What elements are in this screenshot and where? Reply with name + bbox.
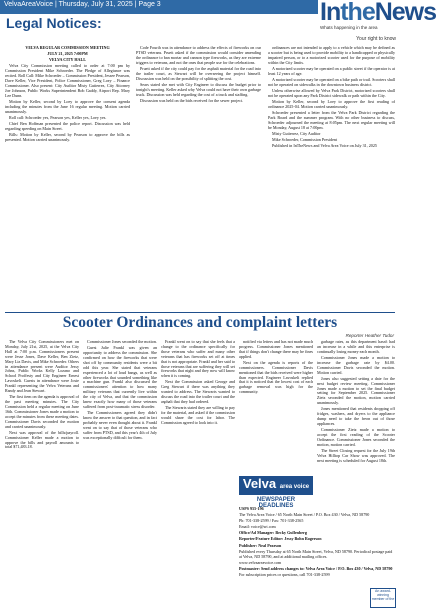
story-column-1 xyxy=(5,340,79,608)
legal-paragraph: Velva City Commission meeting called to order at 7:00 pm by Commission President Mike Schroeder. The Pledge of Allegiance was recited. Roll Call: Mike Schroeder – Commission President, Jessee Pearson, Dave Keller, Vice President, Police Commissioner, Greg Loey – Finance Commissioner. Also present: City Auditor Misty Gutierrez, City Attorney Joe Johnson, Public Works Superintendent Bob Gaddy, Airport Rep. Mary Lee Dunn. xyxy=(5,63,130,98)
story-paragraph: Commissioner Zietz made a motion to accept the first reading of the Scooter Ordinance. Commissioner Jones seconded the motion, motion carried. xyxy=(317,427,395,447)
logo-area-voice: area voice xyxy=(279,484,310,490)
publication-statement: Published every Thursday at 65 North Main Street, Velva, ND 58790. Periodical postage paid at Velva, ND 58790, and at additional mailing offices. xyxy=(239,548,393,559)
deadline-ad-title: NEWSPAPER DEADLINES xyxy=(256,497,296,509)
legal-publication-note: Published in InTheNews and Velva Area Voice on July 31, 2025 xyxy=(272,142,377,148)
office-phone: Ph: 701-338-2599 / Fax: 701-338-2565 xyxy=(239,518,304,524)
legal-paragraph: Unless otherwise allowed by Velva Park District, motorized scooters shall not be operated upon any Park District sidewalk or path within the City. xyxy=(268,87,395,98)
logo-the: the xyxy=(340,0,375,26)
story-paragraph: The Velva City Commissioners met on Monday, July 21st, 2025, at the Velva City Hall at 7:00 p.m. Commissioners present were Jesse Jones, Dave Keller, Ben Zietz, Mary Liz Davis, and Mike Schroeder. Others in attendance present were Auditor Jessy Johns, Public Works Kelly Lozano and School Proffesty and City Engineer Ernest Lavoskeli. Guests in attendance were Josie Frankl representing the Velva Veterans and Randy and Jean Stewart. xyxy=(5,339,79,394)
story-paragraph: Next the Commission asked George and Greg Stewart if there was anything they wanted to address. The Stewarts wanted to discuss the road into the trailer court and the asphalt that they had ordered. xyxy=(161,379,235,405)
story-paragraph: Jones also suggested setting a date for the next budget review meeting. Commissioner Jones made a motion to set the final budget setting for September 2025. Commissioner Zietz seconded the motion, motion carried unanimously. xyxy=(317,375,395,406)
header-issue-info: VelvaAreaVoice | Thursday, July 31, 2025 | Page 3 xyxy=(4,1,161,8)
story-paragraph: The Stewarts stated they are willing to pay for the material, and asked if the commission would share the cost for labor. The Commission agreed to look into it. xyxy=(161,405,235,425)
legal-signature: Mike Schroeder, Commission President xyxy=(272,136,338,142)
story-column-2 xyxy=(83,340,157,608)
story-paragraph: The Street Closing request for the July 19th Velva Hilltop Car Show was approved. The next meeting is scheduled for August 18th. xyxy=(317,447,395,463)
story-paragraph: The first item on the agenda is approval of the past meeting minutes. The City Commission held a regular meeting on June 16th. Commissioner Jones made a motion to accept the minutes from these meeting dates. Commissioner Davis seconded the motion and carried unanimously. xyxy=(5,394,79,429)
publisher: Publisher: Neal Pearson xyxy=(239,542,282,548)
office-email: Email: voice@srt.com xyxy=(239,524,276,530)
office-address: The Velva Area Voice / 65 North Main Street / P.O. Box 430 / Velva, ND 58790 xyxy=(239,512,370,518)
story-paragraph: Next on the agenda is reports of the commissioners. Commissioner Davis mentioned that the bids received were higher than expected. Engineer Lavoskeli replied that it is noticed that the lowest cost of each garbage removal was high for the community. xyxy=(239,359,313,395)
postmaster-note: Postmaster: Send address changes to: Velva Area Voice / P.O. Box 430 / Velva, ND 58790 xyxy=(239,565,393,571)
legal-paragraph: Sears stated she met with City Engineer to discuss the budget prior to tonight's meeting. Keller asked why Velva could not have their own garbage truck. Discussion was held regarding the cost of a truck and staffing. xyxy=(136,81,261,97)
office-manager: Office/Ad Manager: Becky Gullenberg xyxy=(239,530,307,536)
association-badge: An award-winning member of the xyxy=(370,588,396,608)
velva-area-voice-logo xyxy=(239,476,313,495)
legal-signature: Misty Gutierrez, City Auditor xyxy=(272,130,321,136)
legal-paragraph: Motion by Keller, second by Loey to approve the first reading of ordinance 2025-04. Motion carried unanimously. xyxy=(268,98,395,109)
story-paragraph: Jones mentioned that residents dropping off fridges, washers, and dryers to the appliance dump need to take the freon out of those appliances. xyxy=(317,406,395,427)
story-column-3 xyxy=(161,340,235,608)
section-guide: Your right to know xyxy=(356,36,396,42)
subscription-note: For subscription prices or questions, call 701-338-2599 xyxy=(239,571,330,577)
legal-paragraph: Motion by Keller, second by Loey to approve the consent agenda including the minutes from the June 16 regular meeting. Motion carried unanimously. xyxy=(5,98,130,114)
story-paragraph: The Commissioners agreed they didn't know the answer to that question, and in fact probably never even thought about it. Frankl went on to say that of those veterans who suffer from PTSD, and this year's 4th of July was exceptionally difficult for them. xyxy=(83,410,157,440)
story-byline: Reporter Heather Tudor xyxy=(345,333,394,338)
legal-column-1 xyxy=(5,46,130,308)
story-paragraph: Guest Julie Frankl was given an opportunity to address the commission. She confirmed on how the fireworks that were shot off by community residents were a bit odd this year. She stated that veterans experienced a lot of loud bangs, as well as other fireworks that sounded something like a machine gun. Frankl also discussed the commissioners' attention to how many military veterans that currently live within the city of Velva, and that the commission knew exactly how many of those veterans suffered from post-traumatic stress disorder. xyxy=(83,345,157,409)
legal-paragraph: ordinances are not intended to apply to a vehicle which may be defined as a scooter but is being used to provide mobility to a handicapped or physically impaired person, or to a motorized scooter used for the purpose of mobility within the City limits. xyxy=(268,45,395,65)
logo-velva: Velva xyxy=(242,476,277,491)
legal-heading-3: VELVA CITY HALL xyxy=(49,57,86,63)
legal-paragraph: Schroeder presented a letter from the Velva Park District regarding the Park Board and the summer program. With no other business to discuss, Schroeder adjourned the meeting at 8:05pm. The next regular meeting will be Monday, August 18 at 7:00pm. xyxy=(268,109,395,130)
story-paragraph: garbage rates, as this department hasn't had an increase in a while and this enterprise is continually losing money each month. xyxy=(317,339,395,354)
tagline: Whats happening in the area xyxy=(320,25,378,30)
legal-paragraph: A motorized scooter may be operated on a public street if the operator is at least 12 years of age. xyxy=(268,65,395,76)
story-column-4 xyxy=(239,340,313,470)
section-divider xyxy=(5,312,395,313)
logo-in: In xyxy=(320,0,341,26)
usps-number: USPS 955-196 xyxy=(239,506,264,511)
legal-paragraph: Chief Ben Hoffman presented the police report. Discussion was held regarding speeding on Main Street. xyxy=(5,120,130,131)
logo-news: News xyxy=(374,0,436,26)
story-paragraph: Frankl went on to say that she feels that a change to the ordinance specifically for those veterans who suffer and many other veterans that has fireworks set off at times that is not appropriate. Frankl and her said to those veterans that are suffering they will set fireworks that night and they now will know when it is coming. xyxy=(161,339,235,379)
website-link[interactable]: www.velvaareavoice.com xyxy=(239,559,282,565)
story-headline: Scooter Ordinances and complaint letters xyxy=(62,314,338,331)
legal-column-3 xyxy=(268,46,395,308)
legal-paragraph: Pruett asked if the city could pay for the asphalt material for the road into the trailer court, as Stewart will be overseeing the project himself. Discussion was held on the possibility of splitting the cost. xyxy=(136,65,261,81)
story-paragraph: Commissioner Jones made a motion to increase the garbage rate by $4.00. Commissioner Davis seconded the motion. Motion carried. xyxy=(317,354,395,375)
legal-paragraph: Bills: Motion by Keller, second by Pearson to approve the bills as presented. Motion carried unanimously. xyxy=(5,131,130,142)
legal-paragraph: Roll call: Schroeder yes, Pearson yes, Keller yes, Loey yes. xyxy=(9,114,107,120)
legal-column-2 xyxy=(136,46,261,308)
legal-paragraph: Discussion was held on the bids received for the sewer project. xyxy=(140,97,244,103)
reporter-editor: Reporter/Feature Editor: Jessy Bohn Rogerson xyxy=(239,536,322,542)
legal-notices-title: Legal Notices: xyxy=(6,15,102,31)
legal-heading-2: JULY 21, 2025 7:00PM xyxy=(47,51,88,57)
legal-paragraph: Code Fourth was in attendance to address the effects of fireworks on our PTSD veterans. Pruett asked if the commission would consider amending the ordinance to ban mortar and cannon type fireworks, as they are extreme triggers to veterans, and not the ones that people use for the celebrations. xyxy=(136,45,261,65)
story-paragraph: notified via letters and has not made much progress. Commissioner Jones mentioned that if things don't change there may be fines applied. xyxy=(239,339,313,359)
story-paragraph: Commissioner Jones seconded the motion. xyxy=(87,339,157,344)
story-column-5 xyxy=(317,340,395,505)
legal-heading-1: VELVA REGULAR COMMISSION MEETING xyxy=(25,45,110,50)
story-paragraph: Next was approval of the bills/payroll. Commissioner Keller made a motion to approve the bills and payroll amounts to total $71,483.18. xyxy=(5,429,79,450)
legal-paragraph: A motorized scooter may be operated on a bike path or trail. Scooters shall not be operated on sidewalks in the downtown business district. xyxy=(268,76,395,87)
